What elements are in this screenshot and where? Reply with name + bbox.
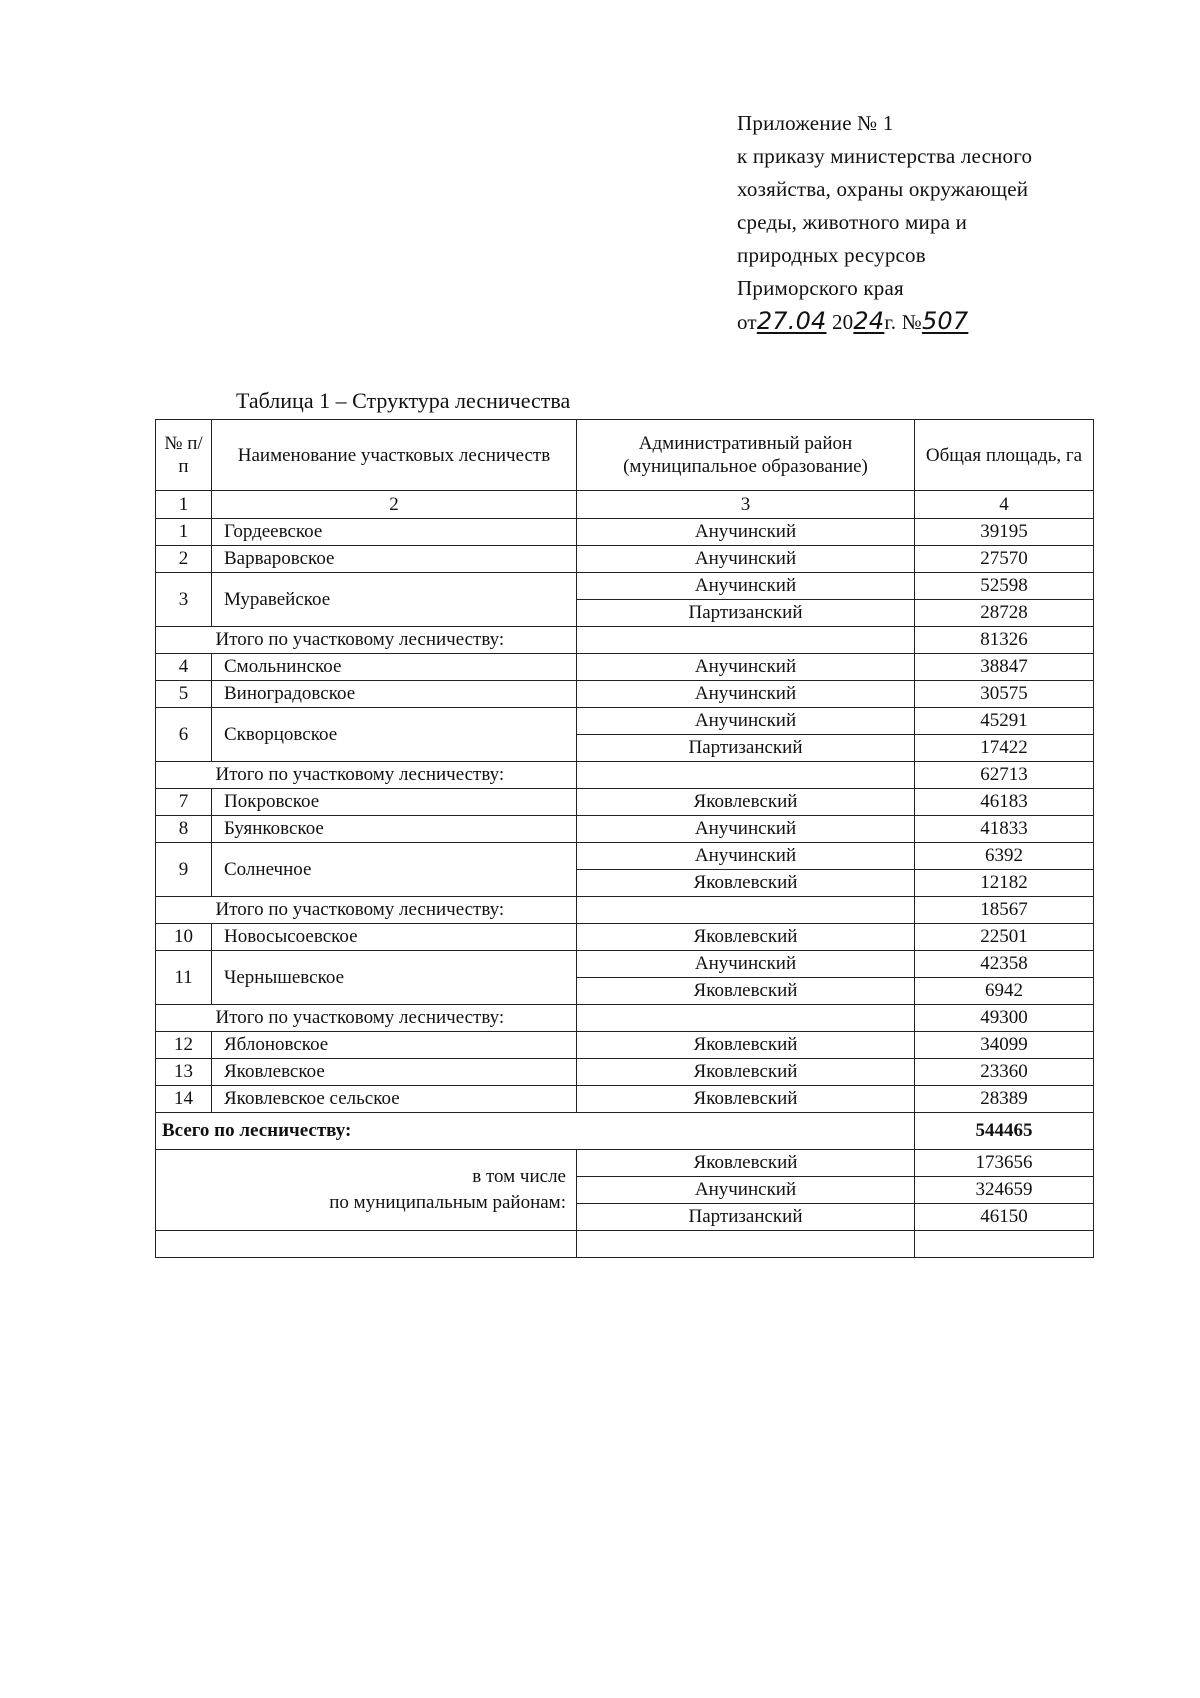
district: Яковлевский xyxy=(577,870,915,897)
table-row xyxy=(156,1086,1094,1113)
row-number: 9 xyxy=(156,843,212,897)
date-prefix: от xyxy=(737,310,757,334)
handwritten-year: 24 xyxy=(853,307,885,335)
breakdown-district: Анучинский xyxy=(577,1177,915,1204)
breakdown-label-line1: в том числе xyxy=(472,1166,566,1187)
table-row xyxy=(156,708,1094,735)
forestry-name: Гордеевское xyxy=(212,519,577,546)
subtotal-row xyxy=(156,762,1094,789)
area: 39195 xyxy=(915,519,1094,546)
district: Яковлевский xyxy=(577,924,915,951)
area: 34099 xyxy=(915,1032,1094,1059)
header-line: природных ресурсов xyxy=(737,243,926,267)
district: Яковлевский xyxy=(577,978,915,1005)
forestry-structure-table xyxy=(155,419,1094,1258)
year-suffix: г. № xyxy=(884,310,922,334)
forestry-name: Чернышевское xyxy=(212,951,577,1005)
row-number: 13 xyxy=(156,1059,212,1086)
table-row xyxy=(156,951,1094,978)
table-row xyxy=(156,1032,1094,1059)
subtotal-row xyxy=(156,1005,1094,1032)
row-number: 7 xyxy=(156,789,212,816)
forestry-name: Буянковское xyxy=(212,816,577,843)
subtotal-label: Итого по участковому лесничеству: xyxy=(212,627,577,654)
table-row xyxy=(156,1059,1094,1086)
subtotal-label: Итого по участковому лесничеству: xyxy=(212,897,577,924)
district: Анучинский xyxy=(577,708,915,735)
col-header-name: Наименование участковых лесничеств xyxy=(212,420,577,491)
handwritten-order-number: 507 xyxy=(921,307,969,335)
area: 52598 xyxy=(915,573,1094,600)
column-number: 1 xyxy=(156,491,212,519)
subtotal-area: 81326 xyxy=(915,627,1094,654)
area: 38847 xyxy=(915,654,1094,681)
forestry-name: Солнечное xyxy=(212,843,577,897)
breakdown-area: 173656 xyxy=(915,1150,1094,1177)
forestry-name: Яковлевское сельское xyxy=(212,1086,577,1113)
forestry-name: Муравейское xyxy=(212,573,577,627)
header-line: к приказу министерства лесного xyxy=(737,144,1033,168)
grand-total-area: 544465 xyxy=(915,1113,1094,1150)
table-row xyxy=(156,924,1094,951)
header-line: Приморского края xyxy=(737,276,904,300)
handwritten-date: 27.04 xyxy=(756,307,827,335)
col-header-number: № п/п xyxy=(156,420,212,491)
year-prefix: 20 xyxy=(831,310,854,334)
column-number: 2 xyxy=(212,491,577,519)
area: 22501 xyxy=(915,924,1094,951)
breakdown-label xyxy=(156,1150,577,1231)
row-number: 8 xyxy=(156,816,212,843)
breakdown-row xyxy=(156,1150,1094,1177)
forestry-name: Скворцовское xyxy=(212,708,577,762)
col-header-area: Общая площадь, га xyxy=(915,420,1094,491)
table-row xyxy=(156,681,1094,708)
breakdown-district: Партизанский xyxy=(577,1204,915,1231)
subtotal-area: 18567 xyxy=(915,897,1094,924)
column-number: 3 xyxy=(577,491,915,519)
area: 45291 xyxy=(915,708,1094,735)
subtotal-row xyxy=(156,897,1094,924)
subtotal-label: Итого по участковому лесничеству: xyxy=(212,1005,577,1032)
area: 27570 xyxy=(915,546,1094,573)
district: Анучинский xyxy=(577,519,915,546)
row-number: 11 xyxy=(156,951,212,1005)
subtotal-spacer xyxy=(156,897,212,924)
row-number: 12 xyxy=(156,1032,212,1059)
empty-row xyxy=(156,1231,1094,1258)
forestry-name: Яблоновское xyxy=(212,1032,577,1059)
forestry-name: Варваровское xyxy=(212,546,577,573)
table-row xyxy=(156,816,1094,843)
empty-cell xyxy=(156,1231,577,1258)
order-date-line xyxy=(737,305,1032,339)
subtotal-label: Итого по участковому лесничеству: xyxy=(212,762,577,789)
subtotal-empty xyxy=(577,627,915,654)
area: 42358 xyxy=(915,951,1094,978)
row-number: 2 xyxy=(156,546,212,573)
row-number: 10 xyxy=(156,924,212,951)
subtotal-empty xyxy=(577,1005,915,1032)
district: Яковлевский xyxy=(577,1059,915,1086)
table-row xyxy=(156,546,1094,573)
forestry-name: Смольнинское xyxy=(212,654,577,681)
table-row xyxy=(156,573,1094,600)
header-line: Приложение № 1 xyxy=(737,111,894,135)
forestry-name: Виноградовское xyxy=(212,681,577,708)
col-header-district: Административный район (муниципальное образование) xyxy=(577,420,915,491)
subtotal-row xyxy=(156,627,1094,654)
row-number: 3 xyxy=(156,573,212,627)
table-row xyxy=(156,843,1094,870)
area: 23360 xyxy=(915,1059,1094,1086)
header-row xyxy=(156,420,1094,491)
breakdown-label-line2: по муниципальным районам: xyxy=(329,1192,566,1213)
appendix-header xyxy=(737,107,1032,339)
district: Партизанский xyxy=(577,600,915,627)
empty-cell xyxy=(915,1231,1094,1258)
district: Яковлевский xyxy=(577,1032,915,1059)
row-number: 4 xyxy=(156,654,212,681)
district: Анучинский xyxy=(577,573,915,600)
subtotal-empty xyxy=(577,897,915,924)
district: Анучинский xyxy=(577,654,915,681)
empty-cell xyxy=(577,1231,915,1258)
subtotal-empty xyxy=(577,762,915,789)
subtotal-spacer xyxy=(156,1005,212,1032)
area: 17422 xyxy=(915,735,1094,762)
column-number: 4 xyxy=(915,491,1094,519)
district: Анучинский xyxy=(577,546,915,573)
area: 6942 xyxy=(915,978,1094,1005)
subtotal-spacer xyxy=(156,762,212,789)
grand-total-row xyxy=(156,1113,1094,1150)
district: Анучинский xyxy=(577,843,915,870)
header-line: среды, животного мира и xyxy=(737,210,968,234)
district: Яковлевский xyxy=(577,1086,915,1113)
table-row xyxy=(156,654,1094,681)
row-number: 6 xyxy=(156,708,212,762)
district: Анучинский xyxy=(577,816,915,843)
district: Анучинский xyxy=(577,681,915,708)
subtotal-area: 49300 xyxy=(915,1005,1094,1032)
area: 6392 xyxy=(915,843,1094,870)
table-title: Таблица 1 – Структура лесничества xyxy=(236,388,571,413)
area: 28389 xyxy=(915,1086,1094,1113)
header-line: хозяйства, охраны окружающей xyxy=(737,177,1029,201)
table-row xyxy=(156,789,1094,816)
forestry-name: Новосысоевское xyxy=(212,924,577,951)
area: 41833 xyxy=(915,816,1094,843)
area: 28728 xyxy=(915,600,1094,627)
forestry-name: Покровское xyxy=(212,789,577,816)
area: 12182 xyxy=(915,870,1094,897)
area: 46183 xyxy=(915,789,1094,816)
subtotal-spacer xyxy=(156,627,212,654)
forestry-name: Яковлевское xyxy=(212,1059,577,1086)
area: 30575 xyxy=(915,681,1094,708)
district: Яковлевский xyxy=(577,789,915,816)
district: Партизанский xyxy=(577,735,915,762)
subtotal-area: 62713 xyxy=(915,762,1094,789)
district: Анучинский xyxy=(577,951,915,978)
column-number-row xyxy=(156,491,1094,519)
grand-total-label: Всего по лесничеству: xyxy=(156,1113,915,1150)
breakdown-district: Яковлевский xyxy=(577,1150,915,1177)
row-number: 5 xyxy=(156,681,212,708)
row-number: 1 xyxy=(156,519,212,546)
breakdown-area: 324659 xyxy=(915,1177,1094,1204)
table-row xyxy=(156,519,1094,546)
breakdown-area: 46150 xyxy=(915,1204,1094,1231)
row-number: 14 xyxy=(156,1086,212,1113)
